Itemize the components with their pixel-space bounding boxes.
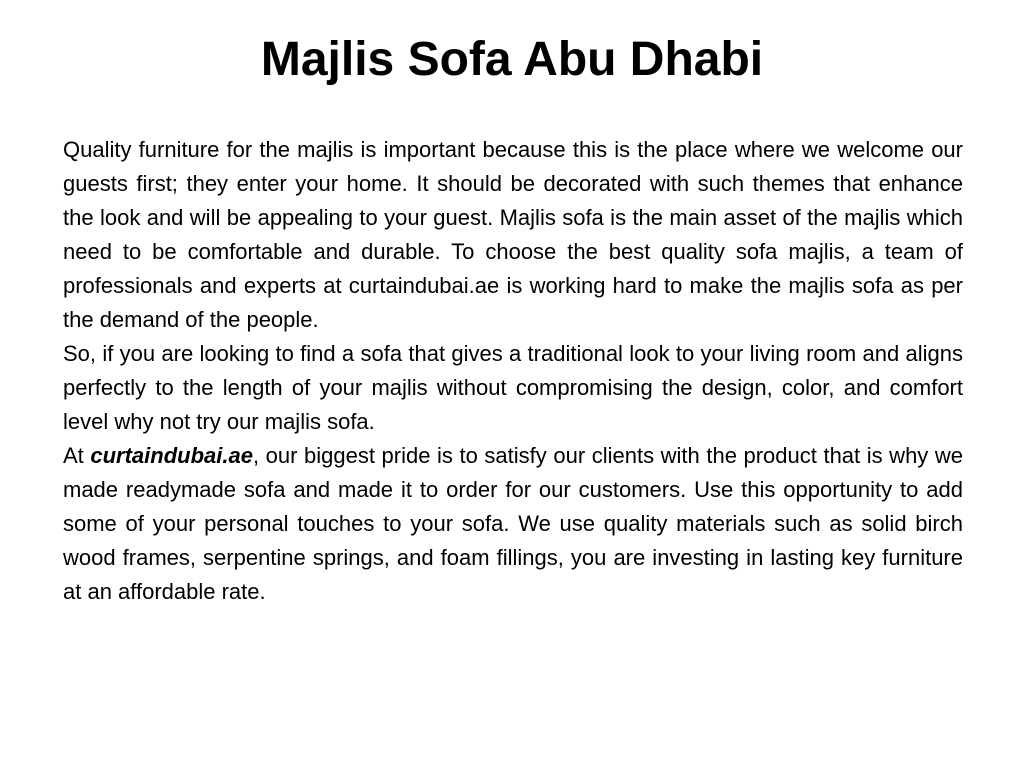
body-paragraph-2 <box>63 337 963 609</box>
paragraph-2-intro: So, if you are looking to find a sofa that gives a traditional look to your living room and aligns perfectly to the length of your majlis without compromising the design, color, and comfort level why not try our majlis sofa. <box>63 341 963 434</box>
slide-body <box>63 133 963 609</box>
paragraph-2-at: At <box>63 443 91 468</box>
brand-link[interactable]: curtaindubai.ae <box>90 443 253 468</box>
body-paragraph-1: Quality furniture for the majlis is important because this is the place where we welcome our guests first; they enter your home. It should be decorated with such themes that enhance the look and will be appealing to your guest. Majlis sofa is the main asset of the majlis which need to be comfortable and durable. To choose the best quality sofa majlis, a team of professionals and experts at curtaindubai.ae is working hard to make the majlis sofa as per the demand of the people. <box>63 137 963 332</box>
paragraph-2-rest: , our biggest pride is to satisfy our clients with the product that is why we made readymade sofa and made it to order for our customers. Use this opportunity to add some of your personal touches to your sofa. We use quality materials such as solid birch wood frames, serpentine springs, and foam fillings, you are investing in lasting key furniture at an affordable rate. <box>63 443 964 604</box>
slide-title: Majlis Sofa Abu Dhabi <box>260 33 764 86</box>
